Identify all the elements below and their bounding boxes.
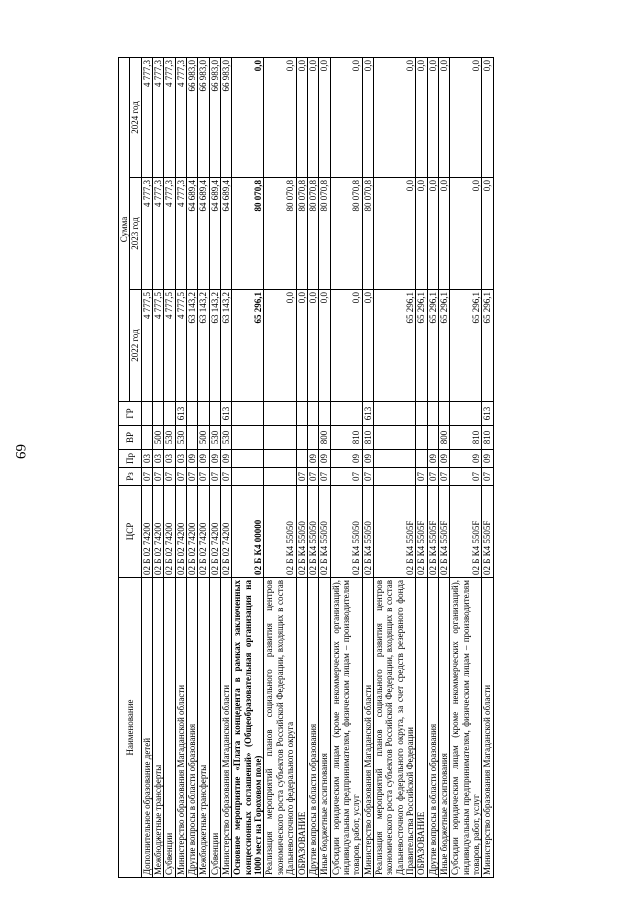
cell-rz: 07	[141, 468, 152, 486]
cell-2024: 0,0	[232, 57, 264, 177]
table-row	[330, 57, 362, 877]
cell-2024: 0,0	[330, 57, 362, 177]
table-body	[141, 57, 493, 877]
cell-name: ОБРАЗОВАНИЕ	[416, 578, 427, 878]
cell-vr	[427, 426, 438, 450]
cell-gr	[232, 402, 264, 426]
cell-2023: 80 070,8	[330, 178, 362, 290]
cell-rz: 07	[450, 468, 482, 486]
table-header	[119, 57, 142, 877]
table-row	[438, 57, 449, 877]
table-row	[164, 57, 175, 877]
cell-2024: 0,0	[438, 57, 449, 177]
header-name: Наименование	[119, 578, 142, 878]
cell-gr	[416, 402, 427, 426]
cell-2024: 0,0	[307, 57, 318, 177]
cell-rz: 07	[164, 468, 175, 486]
cell-name: Реализация мероприятий планов социального развития центров экономического роста субъектов Российской Федерации, входящих в состав Дальневосточного федерального округа, за счет средств резервного фонда Правительства Российской Федерации	[373, 578, 415, 878]
table-row	[307, 57, 318, 877]
cell-pr: 03	[175, 450, 186, 468]
cell-vr	[296, 426, 307, 450]
cell-rz: 07	[209, 468, 220, 486]
cell-2024: 66 983,0	[209, 57, 220, 177]
cell-2023: 80 070,8	[362, 178, 373, 290]
cell-csr: 02 Б К4 55050	[362, 486, 373, 578]
header-rz: Рз	[119, 468, 142, 486]
cell-2022: 0,0	[330, 290, 362, 402]
header-pr: Пр	[119, 450, 142, 468]
cell-pr: 09	[198, 450, 209, 468]
cell-2023: 64 689,4	[221, 178, 232, 290]
cell-name: Межбюджетные трансферты	[198, 578, 209, 878]
header-2022: 2022 год	[130, 290, 141, 402]
cell-name: ОБРАЗОВАНИЕ	[296, 578, 307, 878]
cell-name: Другие вопросы в области образования	[307, 578, 318, 878]
cell-2022: 4 777,5	[164, 290, 175, 402]
table-row	[373, 57, 415, 877]
header-2023: 2023 год	[130, 178, 141, 290]
cell-vr: 810	[482, 426, 493, 450]
cell-2023: 64 689,4	[187, 178, 198, 290]
cell-2022: 0,0	[307, 290, 318, 402]
cell-gr	[319, 402, 330, 426]
cell-csr: 02 Б К4 5505F	[373, 486, 415, 578]
cell-2022: 65 296,1	[416, 290, 427, 402]
cell-vr	[373, 426, 415, 450]
cell-vr	[307, 426, 318, 450]
table-row	[416, 57, 427, 877]
cell-rz	[232, 468, 264, 486]
cell-gr	[264, 402, 296, 426]
cell-rz: 07	[427, 468, 438, 486]
cell-2023: 0,0	[427, 178, 438, 290]
cell-2023: 0,0	[438, 178, 449, 290]
cell-vr	[232, 426, 264, 450]
table-row	[362, 57, 373, 877]
table-row	[221, 57, 232, 877]
cell-pr: 09	[307, 450, 318, 468]
cell-csr: 02 Б К4 55050	[319, 486, 330, 578]
cell-rz: 07	[296, 468, 307, 486]
cell-2023: 0,0	[482, 178, 493, 290]
cell-2024: 0,0	[319, 57, 330, 177]
cell-vr: 530	[221, 426, 232, 450]
cell-vr: 530	[209, 426, 220, 450]
cell-vr: 500	[198, 426, 209, 450]
cell-name: Министерство образования Магаданской области	[482, 578, 493, 878]
cell-rz: 07	[153, 468, 164, 486]
cell-pr	[264, 450, 296, 468]
cell-name: Субсидии юридическим лицам (кроме некоммерческих организаций), индивидуальным предпринимателям, физическим лицам – производителям товаров, работ, услуг	[330, 578, 362, 878]
cell-2024: 0,0	[482, 57, 493, 177]
cell-rz	[373, 468, 415, 486]
cell-vr	[264, 426, 296, 450]
cell-csr: 02 Б 02 74200	[221, 486, 232, 578]
cell-pr: 09	[221, 450, 232, 468]
cell-pr: 09	[438, 450, 449, 468]
table-row	[153, 57, 164, 877]
cell-csr: 02 Б К4 55050	[307, 486, 318, 578]
cell-csr: 02 Б К4 00000	[232, 486, 264, 578]
cell-csr: 02 Б 02 74200	[198, 486, 209, 578]
cell-2024: 0,0	[362, 57, 373, 177]
cell-csr: 02 Б К4 5505F	[438, 486, 449, 578]
cell-pr: 03	[141, 450, 152, 468]
cell-name: Иные бюджетные ассигнования	[438, 578, 449, 878]
cell-2022: 65 296,1	[232, 290, 264, 402]
cell-csr: 02 Б 02 74200	[153, 486, 164, 578]
cell-name: Министерство образования Магаданской области	[362, 578, 373, 878]
cell-2023: 0,0	[373, 178, 415, 290]
cell-2022: 65 296,1	[373, 290, 415, 402]
cell-rz: 07	[362, 468, 373, 486]
cell-csr: 02 Б 02 74200	[164, 486, 175, 578]
cell-gr: 613	[175, 402, 186, 426]
cell-name: Министерство образования Магаданской области	[221, 578, 232, 878]
cell-2022: 4 777,5	[141, 290, 152, 402]
cell-2024: 0,0	[416, 57, 427, 177]
cell-gr: 613	[362, 402, 373, 426]
cell-vr	[416, 426, 427, 450]
cell-pr	[232, 450, 264, 468]
cell-2023: 64 689,4	[198, 178, 209, 290]
cell-name: Другие вопросы в области образования	[427, 578, 438, 878]
cell-vr: 500	[153, 426, 164, 450]
table-row	[264, 57, 296, 877]
cell-2023: 80 070,8	[296, 178, 307, 290]
header-sum: Сумма	[119, 57, 130, 401]
cell-csr: 02 Б 02 74200	[187, 486, 198, 578]
cell-csr: 02 Б К4 55050	[330, 486, 362, 578]
table-row	[141, 57, 152, 877]
cell-rz: 07	[221, 468, 232, 486]
cell-2024: 0,0	[373, 57, 415, 177]
cell-2023: 4 777,3	[141, 178, 152, 290]
budget-table	[118, 57, 494, 878]
cell-rz: 07	[482, 468, 493, 486]
cell-vr: 810	[362, 426, 373, 450]
cell-pr: 09	[362, 450, 373, 468]
cell-pr: 09	[427, 450, 438, 468]
cell-pr	[416, 450, 427, 468]
cell-2022: 4 777,5	[153, 290, 164, 402]
cell-rz: 07	[307, 468, 318, 486]
table-row	[427, 57, 438, 877]
table-row	[187, 57, 198, 877]
cell-name: Иные бюджетные ассигнования	[319, 578, 330, 878]
cell-2022: 65 296,1	[450, 290, 482, 402]
cell-vr: 800	[319, 426, 330, 450]
table-row	[232, 57, 264, 877]
cell-2023: 64 689,4	[209, 178, 220, 290]
cell-rz: 07	[416, 468, 427, 486]
cell-2022: 0,0	[362, 290, 373, 402]
cell-gr	[164, 402, 175, 426]
cell-rz: 07	[438, 468, 449, 486]
cell-csr: 02 Б К4 5505F	[450, 486, 482, 578]
cell-pr: 09	[209, 450, 220, 468]
cell-vr: 530	[164, 426, 175, 450]
cell-2022: 4 777,5	[175, 290, 186, 402]
cell-csr: 02 Б К4 55050	[296, 486, 307, 578]
cell-2022: 65 296,1	[427, 290, 438, 402]
cell-name: Субсидии юридическим лицам (кроме некоммерческих организаций), индивидуальным предпринимателям, физическим лицам – производителям товаров, работ, услуг	[450, 578, 482, 878]
cell-name: Субвенции	[209, 578, 220, 878]
cell-gr	[187, 402, 198, 426]
cell-name: Субвенции	[164, 578, 175, 878]
cell-pr	[373, 450, 415, 468]
cell-gr	[438, 402, 449, 426]
table-row	[209, 57, 220, 877]
cell-vr	[187, 426, 198, 450]
cell-2022: 63 143,2	[187, 290, 198, 402]
cell-2024: 66 983,0	[187, 57, 198, 177]
cell-2023: 0,0	[416, 178, 427, 290]
cell-2023: 80 070,8	[264, 178, 296, 290]
cell-rz: 07	[175, 468, 186, 486]
header-csr: ЦСР	[119, 486, 142, 578]
table-row	[482, 57, 493, 877]
header-gr: ГР	[119, 402, 142, 426]
cell-2022: 63 143,2	[221, 290, 232, 402]
cell-2024: 4 777,3	[141, 57, 152, 177]
cell-2023: 80 070,8	[307, 178, 318, 290]
cell-gr	[141, 402, 152, 426]
cell-2022: 63 143,2	[198, 290, 209, 402]
cell-csr: 02 Б 02 74200	[141, 486, 152, 578]
cell-csr: 02 Б К4 5505F	[427, 486, 438, 578]
cell-2023: 0,0	[450, 178, 482, 290]
cell-2022: 65 296,1	[482, 290, 493, 402]
cell-2022: 0,0	[296, 290, 307, 402]
cell-2024: 4 777,3	[175, 57, 186, 177]
rotated-page-content	[118, 58, 494, 878]
cell-2022: 63 143,2	[209, 290, 220, 402]
cell-name: Дополнительное образование детей	[141, 578, 152, 878]
cell-gr	[198, 402, 209, 426]
table-row	[450, 57, 482, 877]
cell-2023: 4 777,3	[153, 178, 164, 290]
table-row	[198, 57, 209, 877]
cell-name: Основное мероприятие «Плата концедента в рамках заключенных концессионных соглашений» (Общеобразовательная организация на 1000 мест на Гороховом поле)	[232, 578, 264, 878]
cell-2024: 0,0	[264, 57, 296, 177]
cell-2023: 80 070,8	[232, 178, 264, 290]
cell-csr: 02 Б 02 74200	[175, 486, 186, 578]
cell-vr	[141, 426, 152, 450]
cell-2022: 0,0	[264, 290, 296, 402]
table-row	[319, 57, 330, 877]
cell-2024: 66 983,0	[198, 57, 209, 177]
cell-pr: 09	[482, 450, 493, 468]
cell-gr: 613	[221, 402, 232, 426]
cell-pr: 09	[330, 450, 362, 468]
cell-2023: 4 777,3	[175, 178, 186, 290]
header-2024: 2024 год	[130, 57, 141, 177]
cell-csr: 02 Б К4 5505F	[482, 486, 493, 578]
cell-rz: 07	[198, 468, 209, 486]
cell-2024: 0,0	[296, 57, 307, 177]
cell-2024: 66 983,0	[221, 57, 232, 177]
cell-rz: 07	[187, 468, 198, 486]
cell-name: Другие вопросы в области образования	[187, 578, 198, 878]
cell-pr: 09	[319, 450, 330, 468]
cell-2023: 80 070,8	[319, 178, 330, 290]
cell-2022: 0,0	[319, 290, 330, 402]
cell-vr: 530	[175, 426, 186, 450]
cell-name: Межбюджетные трансферты	[153, 578, 164, 878]
page-number: 69	[12, 444, 28, 459]
cell-gr	[427, 402, 438, 426]
cell-gr	[373, 402, 415, 426]
cell-csr: 02 Б К4 55050	[264, 486, 296, 578]
cell-pr: 03	[164, 450, 175, 468]
cell-gr	[330, 402, 362, 426]
cell-name: Министерство образования Магаданской области	[175, 578, 186, 878]
cell-pr	[296, 450, 307, 468]
cell-vr: 810	[450, 426, 482, 450]
cell-rz: 07	[319, 468, 330, 486]
cell-gr	[153, 402, 164, 426]
table-row	[175, 57, 186, 877]
cell-pr: 03	[153, 450, 164, 468]
cell-name: Реализация мероприятий планов социального развития центров экономического роста субъектов Российской Федерации, входящих в состав Дальневосточного федерального округа	[264, 578, 296, 878]
cell-gr	[296, 402, 307, 426]
cell-csr: 02 Б 02 74200	[209, 486, 220, 578]
cell-vr: 810	[330, 426, 362, 450]
cell-vr: 800	[438, 426, 449, 450]
cell-2024: 4 777,3	[153, 57, 164, 177]
cell-gr	[307, 402, 318, 426]
cell-2024: 0,0	[427, 57, 438, 177]
cell-gr	[450, 402, 482, 426]
cell-2024: 4 777,3	[164, 57, 175, 177]
cell-csr: 02 Б К4 5505F	[416, 486, 427, 578]
table-row	[296, 57, 307, 877]
cell-2023: 4 777,3	[164, 178, 175, 290]
cell-2024: 0,0	[450, 57, 482, 177]
cell-2022: 65 296,1	[438, 290, 449, 402]
header-vr: ВР	[119, 426, 142, 450]
cell-gr: 613	[482, 402, 493, 426]
cell-pr: 09	[450, 450, 482, 468]
cell-gr	[209, 402, 220, 426]
cell-pr: 09	[187, 450, 198, 468]
cell-rz	[264, 468, 296, 486]
cell-rz: 07	[330, 468, 362, 486]
